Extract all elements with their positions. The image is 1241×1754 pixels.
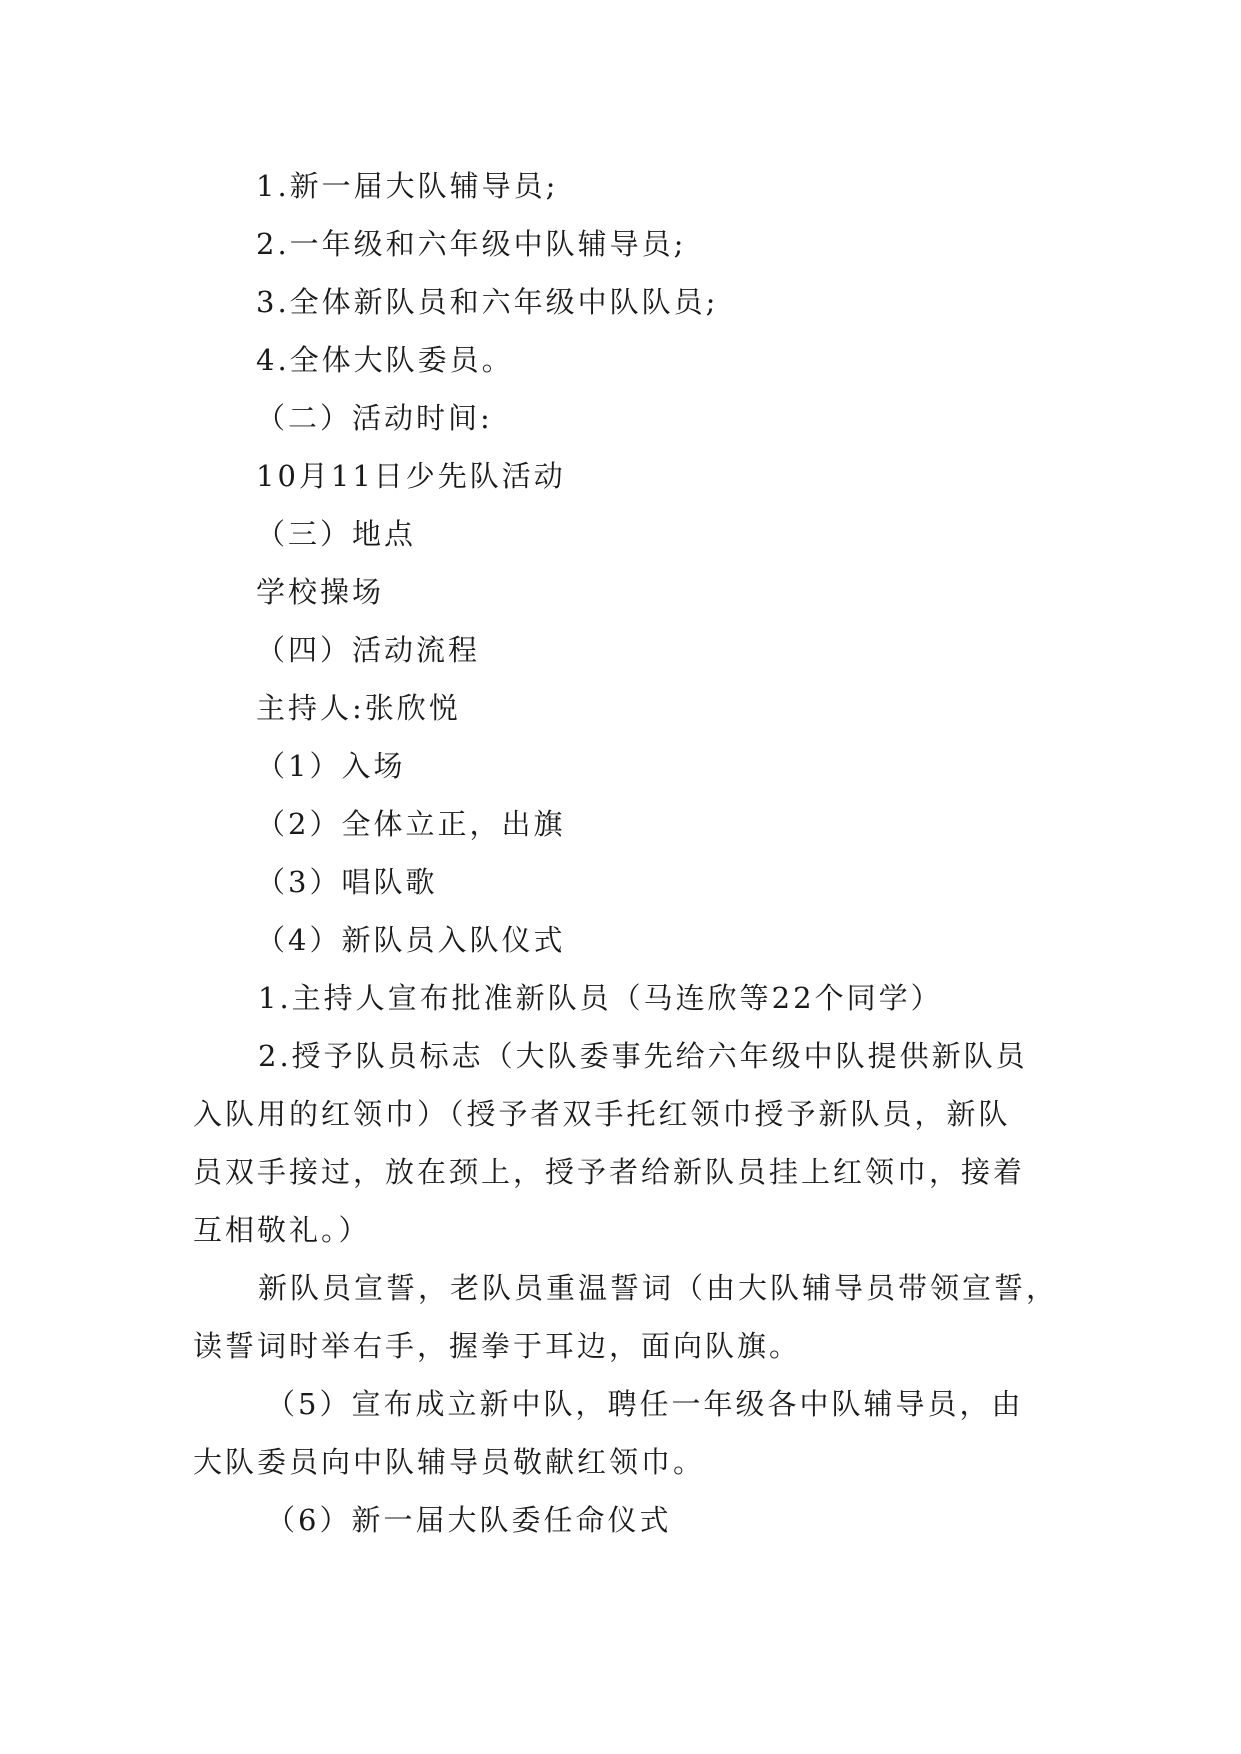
paragraph-line: 入队用的红领巾）（授予者双手托红领巾授予新队员，新队: [193, 1097, 1011, 1131]
host-name: 主持人:张欣悦: [256, 691, 461, 725]
list-item: 3.全体新队员和六年级中队队员;: [256, 285, 719, 319]
paragraph-line: 1.主持人宣布批准新队员（马连欣等22个同学）: [258, 981, 943, 1015]
section-heading-time: （二）活动时间:: [256, 401, 493, 435]
paragraph-line: 大队委员向中队辅导员敬献红领巾。: [193, 1445, 706, 1479]
paragraph-line: 读誓词时举右手，握拳于耳边，面向队旗。: [193, 1329, 802, 1363]
paragraph-line: 互相敬礼。）: [193, 1213, 371, 1247]
procedure-step: （1）入场: [256, 749, 406, 783]
procedure-step: （4）新队员入队仪式: [256, 923, 566, 957]
paragraph-line: 2.授予队员标志（大队委事先给六年级中队提供新队员: [258, 1039, 1028, 1073]
procedure-step: （6）新一届大队委任命仪式: [266, 1503, 672, 1537]
activity-date: 10月11日少先队活动: [256, 459, 566, 493]
list-item: 2.一年级和六年级中队辅导员;: [256, 227, 687, 261]
section-heading-location: （三）地点: [256, 517, 417, 551]
section-heading-procedure: （四）活动流程: [256, 633, 481, 667]
procedure-step: （5）宣布成立新中队，聘任一年级各中队辅导员，由: [266, 1387, 1024, 1421]
paragraph-line: 员双手接过，放在颈上，授予者给新队员挂上红领巾，接着: [193, 1155, 1026, 1189]
procedure-step: （2）全体立正，出旗: [256, 807, 566, 841]
list-item: 4.全体大队委员。: [256, 343, 514, 377]
activity-location: 学校操场: [256, 575, 385, 609]
paragraph-line: 新队员宣誓，老队员重温誓词（由大队辅导员带领宣誓，: [258, 1271, 1059, 1305]
procedure-step: （3）唱队歌: [256, 865, 438, 899]
list-item: 1.新一届大队辅导员;: [256, 169, 559, 203]
